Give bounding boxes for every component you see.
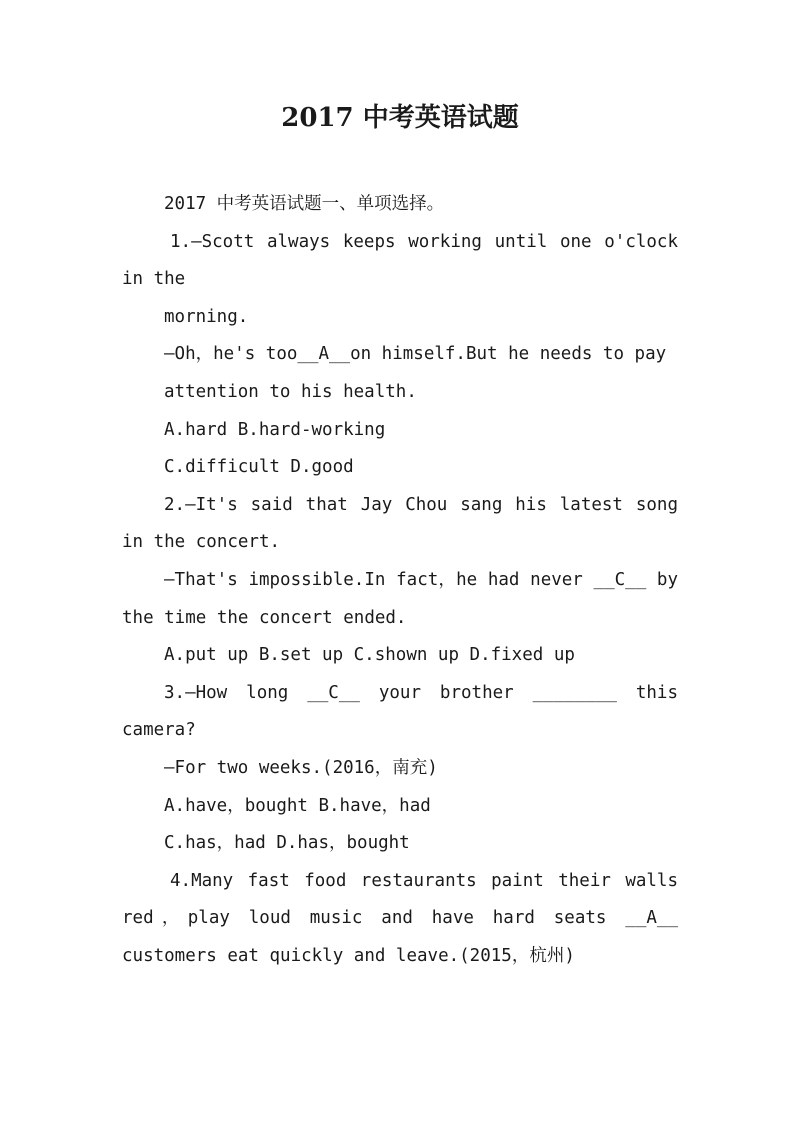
question-3-reply: —For two weeks.(2016，南充) [164,757,438,778]
question-4-stem: 4.Many fast food restaurants paint their walls red，play loud music and have hard seats __A__ customers eat quickly and leave.(2015，杭州) [122,870,678,966]
question-1-options-cd: C.difficult D.good [164,457,354,478]
document-body [122,186,678,975]
question-1-options-ab: A.hard B.hard-working [164,419,386,440]
question-1-stem: 1.—Scott always keeps working until one o'clock in the [122,231,678,290]
question-1-stem-continued: morning. [164,306,249,327]
question-2-options: A.put up B.set up C.shown up D.fixed up [164,645,575,666]
question-2-reply: —That's impossible.In fact，he had never __C__ by the time the concert ended. [122,569,678,628]
question-3-options-cd: C.has，had D.has，bought [164,833,410,854]
question-3-stem: 3.—How long __C__ your brother ________ this camera? [122,682,678,741]
document-title: 2017 中考英语试题 [281,103,519,133]
question-1-reply-continued: attention to his health. [164,381,417,402]
intro-line: 2017 中考英语试题一、单项选择。 [164,194,445,214]
question-3-options-ab: A.have，bought B.have，had [164,795,431,816]
question-2-stem: 2.—It's said that Jay Chou sang his latest song in the concert. [122,494,678,553]
question-1-reply: —Oh，he's too__A__on himself.But he needs to pay [164,344,667,365]
